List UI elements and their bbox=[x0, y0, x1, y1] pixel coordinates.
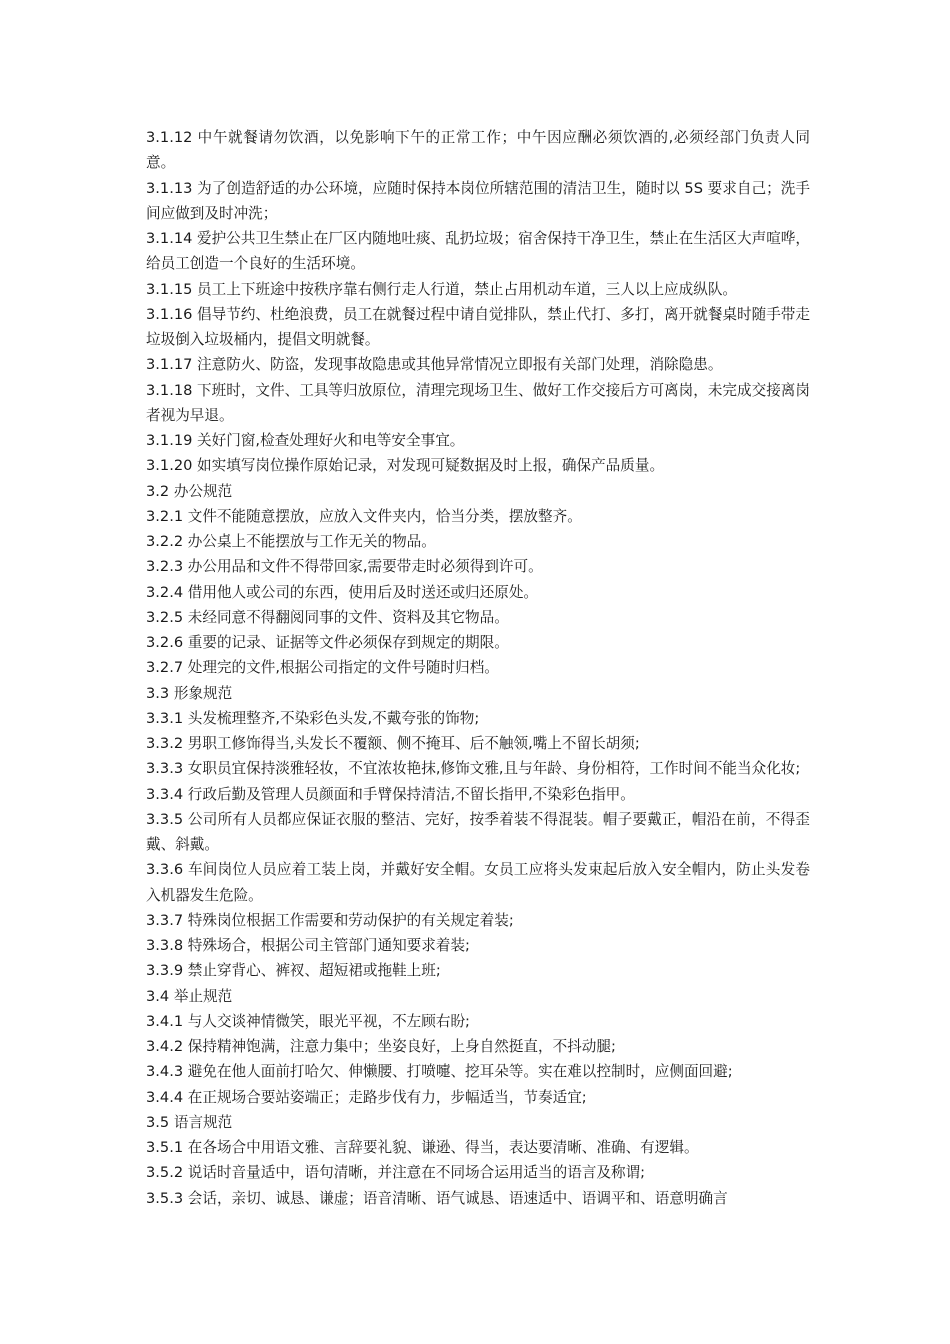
paragraph: 3.1.17 注意防火、防盗，发现事故隐患或其他异常情况立即报有关部门处理，消除隐患。 bbox=[146, 356, 723, 374]
paragraph: 3.5.3 会话，亲切、诚恳、谦虚；语音清晰、语气诚恳、语速适中、语调平和、语意明确言 bbox=[146, 1189, 728, 1207]
paragraph: 3.5.2 说话时音量适中，语句清晰，并注意在不同场合运用适当的语言及称谓; bbox=[146, 1164, 646, 1182]
paragraph: 3.3.2 男职工修饰得当,头发长不覆额、侧不掩耳、后不触领,嘴上不留长胡须; bbox=[146, 735, 640, 752]
paragraph: 3.2.4 借用他人或公司的东西，使用后及时送还或归还原处。 bbox=[146, 583, 539, 601]
document-body bbox=[146, 125, 810, 1211]
paragraph: 3.3.3 女职员宜保持淡雅轻妆，不宜浓妆艳抹,修饰文雅,且与年龄、身份相符，工作时间不能当众化妆; bbox=[146, 760, 801, 778]
paragraph: 3.3.6 车间岗位人员应着工装上岗，并戴好安全帽。女员工应将头发束起后放入安全帽内，防止头发卷入机器发生危险。 bbox=[146, 861, 810, 904]
paragraph: 3.1.19 关好门窗,检查处理好火和电等安全事宜。 bbox=[146, 432, 465, 449]
paragraph: 3.1.14 爱护公共卫生禁止在厂区内随地吐痰、乱扔垃圾；宿舍保持干净卫生，禁止在生活区大声喧哗，给员工创造一个良好的生活环境。 bbox=[146, 230, 810, 273]
paragraph: 3.2.6 重要的记录、证据等文件必须保存到规定的期限。 bbox=[146, 634, 509, 651]
paragraph: 3.3.7 特殊岗位根据工作需要和劳动保护的有关规定着装; bbox=[146, 911, 514, 929]
paragraph: 3.3.1 头发梳理整齐,不染彩色头发,不戴夸张的饰物; bbox=[146, 709, 480, 727]
paragraph: 3.2.2 办公桌上不能摆放与工作无关的物品。 bbox=[146, 533, 436, 550]
paragraph: 3.4.2 保持精神饱满，注意力集中；坐姿良好，上身自然挺直，不抖动腿; bbox=[146, 1038, 616, 1055]
section-heading: 3.3 形象规范 bbox=[146, 684, 233, 702]
paragraph: 3.3.5 公司所有人员都应保证衣服的整洁、完好，按季着装不得混装。帽子要戴正，帽沿在前，不得歪戴、斜戴。 bbox=[146, 810, 810, 853]
paragraph: 3.2.1 文件不能随意摆放，应放入文件夹内，恰当分类，摆放整齐。 bbox=[146, 507, 582, 525]
paragraph: 3.4.4 在正规场合要站姿端正；走路步伐有力，步幅适当，节奏适宜; bbox=[146, 1088, 587, 1106]
paragraph: 3.1.16 倡导节约、杜绝浪费，员工在就餐过程中请自觉排队，禁止代打、多打，离开就餐桌时随手带走垃圾倒入垃圾桶内，提倡文明就餐。 bbox=[146, 305, 810, 348]
paragraph: 3.1.18 下班时，文件、工具等归放原位，清理完现场卫生、做好工作交接后方可离岗，未完成交接离岗者视为早退。 bbox=[146, 381, 810, 424]
paragraph: 3.1.20 如实填写岗位操作原始记录，对发现可疑数据及时上报，确保产品质量。 bbox=[146, 457, 665, 475]
paragraph: 3.3.8 特殊场合，根据公司主管部门通知要求着装; bbox=[146, 937, 470, 954]
paragraph: 3.1.13 为了创造舒适的办公环境，应随时保持本岗位所辖范围的清洁卫生，随时以 5S 要求自己；洗手间应做到及时冲洗； bbox=[146, 179, 810, 222]
paragraph: 3.2.5 未经同意不得翻阅同事的文件、资料及其它物品。 bbox=[146, 608, 509, 626]
paragraph: 3.3.9 禁止穿背心、裤衩、超短裙或拖鞋上班; bbox=[146, 962, 441, 980]
section-heading: 3.2 办公规范 bbox=[146, 482, 233, 500]
section-heading: 3.4 举止规范 bbox=[146, 987, 233, 1005]
paragraph: 3.2.3 办公用品和文件不得带回家,需要带走时必须得到许可。 bbox=[146, 558, 543, 576]
paragraph: 3.2.7 处理完的文件,根据公司指定的文件号随时归档。 bbox=[146, 659, 499, 677]
paragraph: 3.3.4 行政后勤及管理人员颜面和手臂保持清洁,不留长指甲,不染彩色指甲。 bbox=[146, 785, 635, 803]
section-heading: 3.5 语言规范 bbox=[146, 1113, 233, 1131]
paragraph: 3.4.1 与人交谈神情微笑，眼光平视，不左顾右盼; bbox=[146, 1012, 470, 1030]
paragraph: 3.4.3 避免在他人面前打哈欠、伸懒腰、打喷嚏、挖耳朵等。实在难以控制时，应侧面回避; bbox=[146, 1063, 733, 1081]
paragraph: 3.1.15 员工上下班途中按秩序靠右侧行走人行道，禁止占用机动车道，三人以上应成纵队。 bbox=[146, 280, 738, 298]
paragraph: 3.1.12 中午就餐请勿饮酒，以免影响下午的正常工作；中午因应酬必须饮酒的,必须经部门负责人同意。 bbox=[146, 129, 810, 172]
paragraph: 3.5.1 在各场合中用语文雅、言辞要礼貌、谦逊、得当，表达要清晰、准确、有逻辑。 bbox=[146, 1139, 699, 1156]
